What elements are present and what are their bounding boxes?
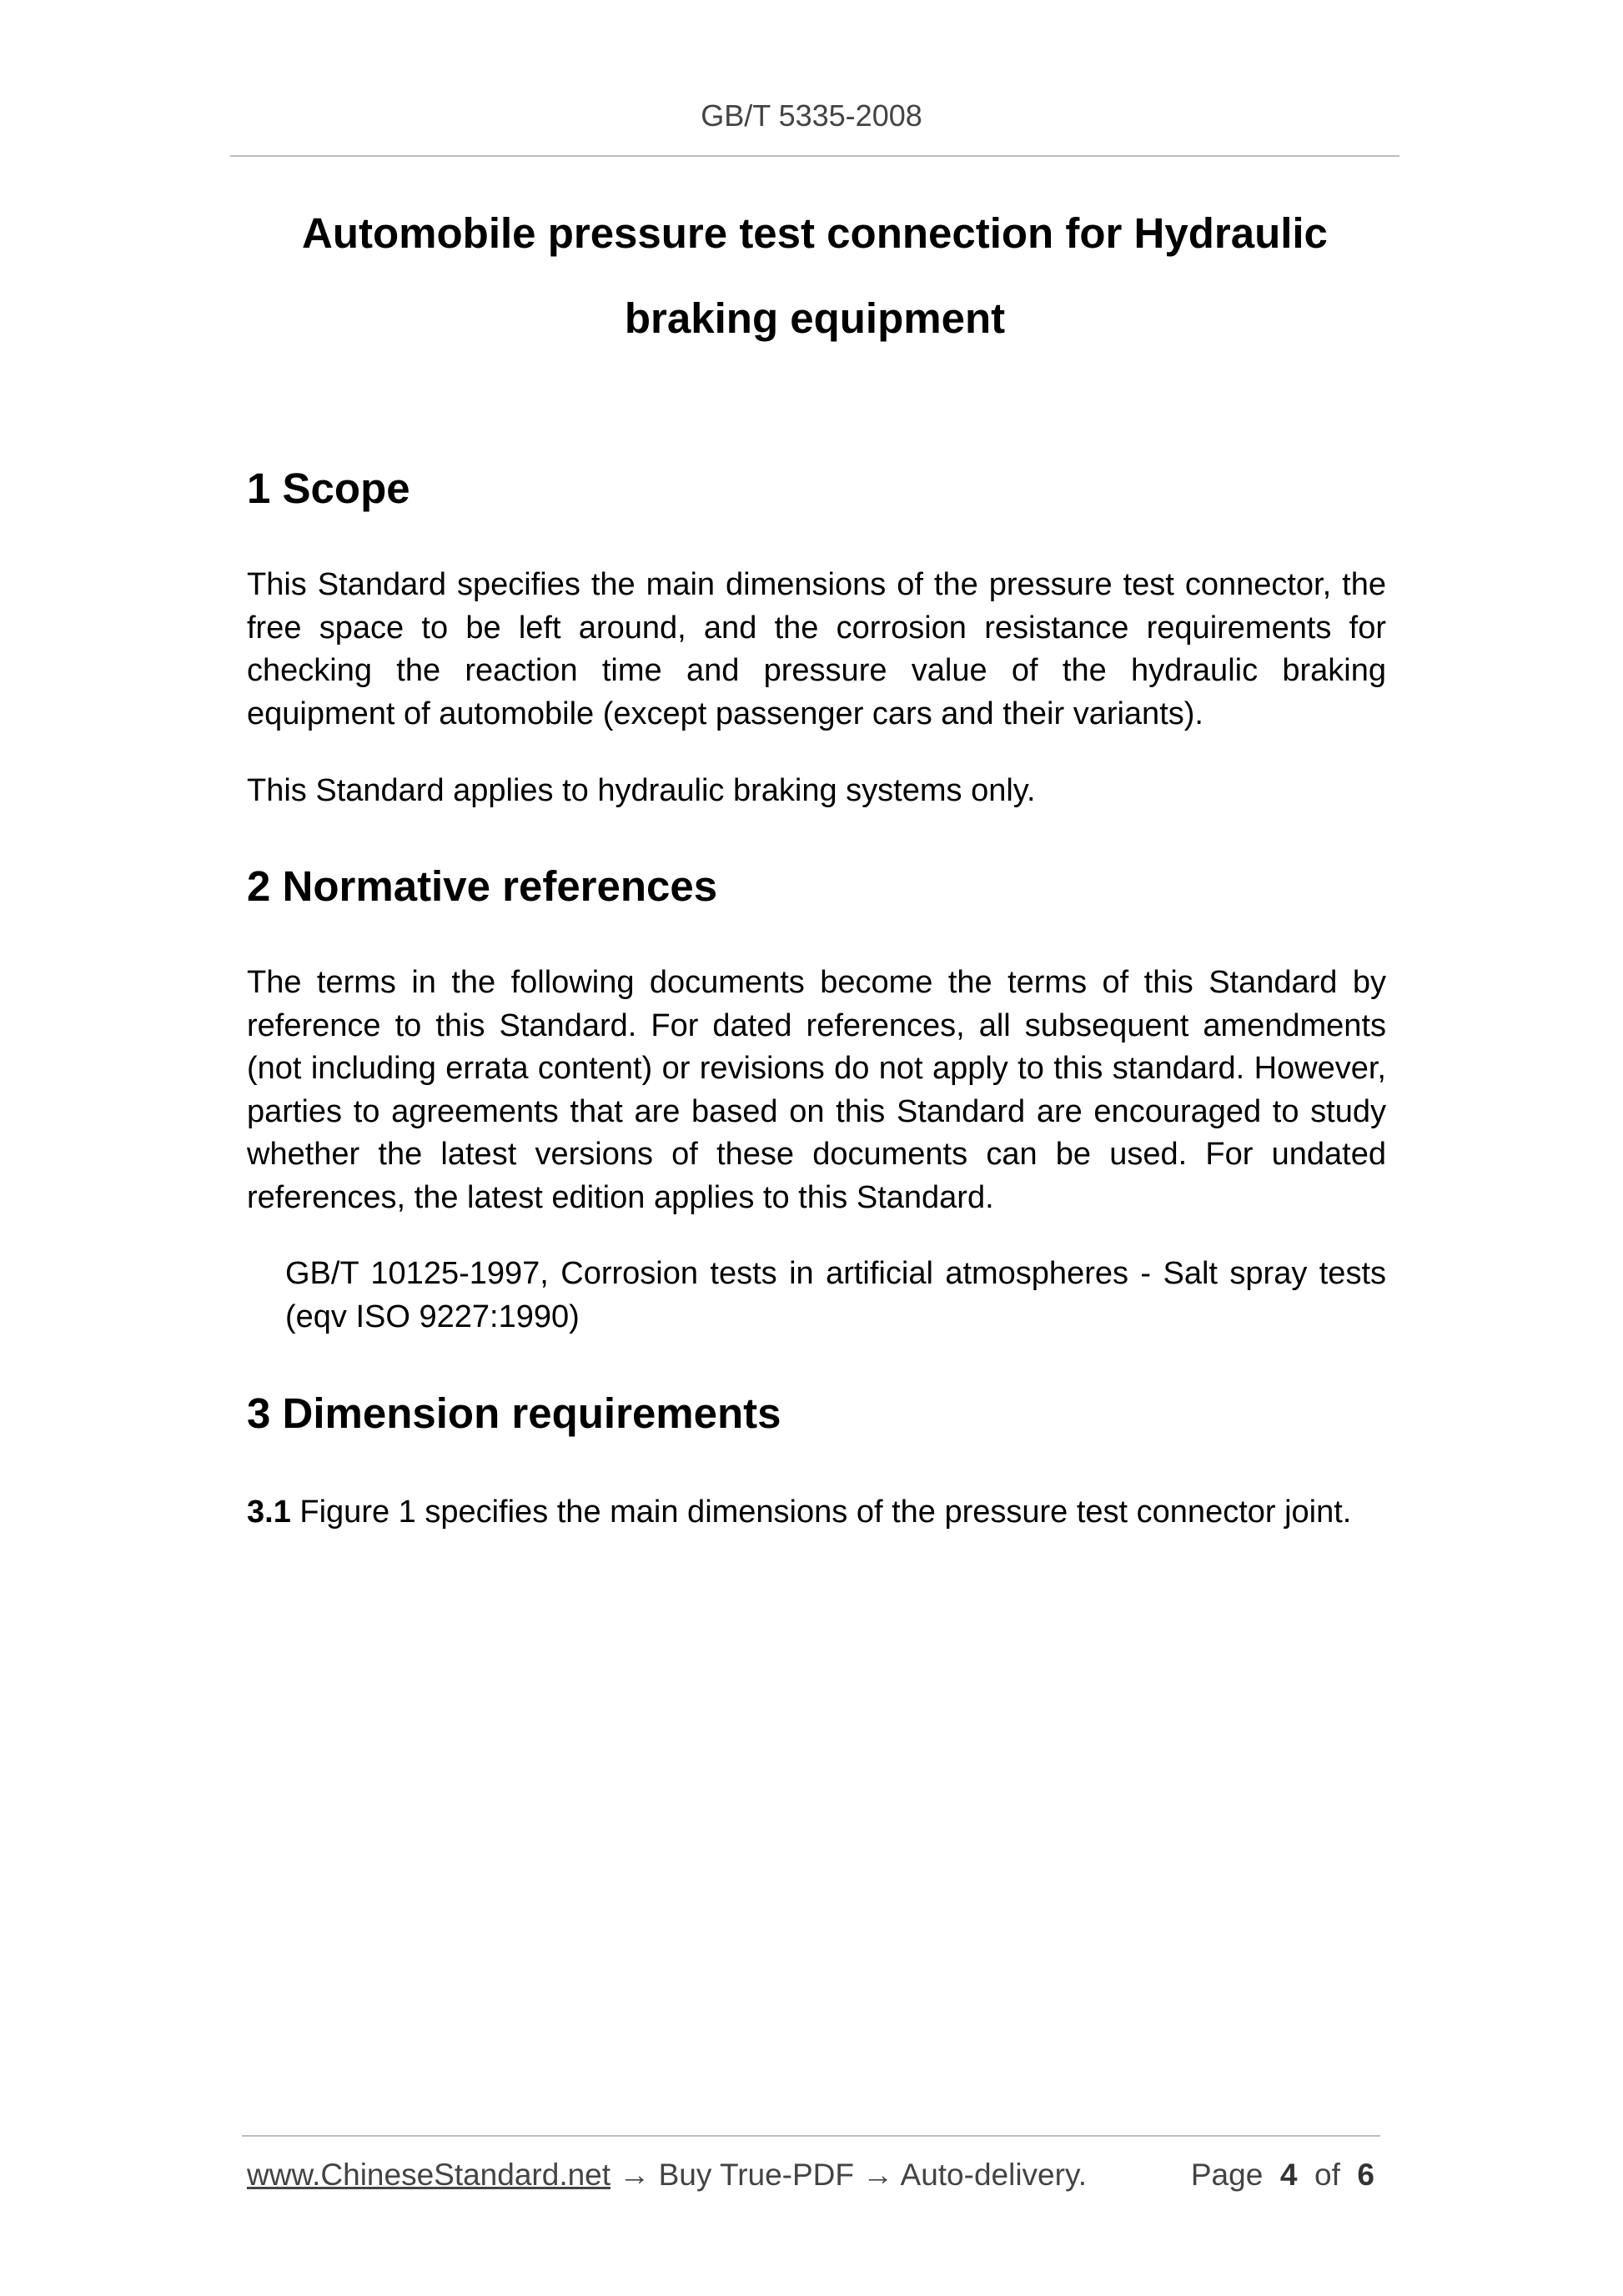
current-page-number: 4 [1279, 2158, 1298, 2192]
footer-promo-text: → Buy True-PDF → Auto-delivery. [611, 2158, 1087, 2192]
total-pages-number: 6 [1357, 2158, 1374, 2192]
scope-paragraph-2: This Standard applies to hydraulic braking systems only. [247, 773, 1036, 808]
reference-item-gbt-10125: GB/T 10125-1997, Corrosion tests in artificial atmospheres - Salt spray tests (eqv ISO 9227:1990) [285, 1256, 1386, 1334]
page-indicator [1191, 2158, 1374, 2193]
document-title-line-1: Automobile pressure test connection for Hydraulic [302, 209, 1328, 257]
document-code-header: GB/T 5335-2008 [701, 98, 922, 133]
clause-text: Figure 1 specifies the main dimensions of the pressure test connector joint. [299, 1495, 1352, 1530]
page-footer [247, 2158, 1386, 2193]
footer-divider [242, 2135, 1380, 2137]
website-link[interactable]: www.ChineseStandard.net [247, 2158, 611, 2192]
section-heading-dimension-requirements: 3 Dimension requirements [247, 1389, 781, 1437]
page-label: Page [1190, 2158, 1264, 2192]
of-label: of [1314, 2158, 1340, 2192]
clause-3-1 [247, 1491, 1386, 1535]
document-title-line-2: braking equipment [624, 294, 1006, 342]
clause-number: 3.1 [247, 1495, 291, 1530]
section-heading-scope: 1 Scope [247, 465, 410, 512]
section-heading-normative-references: 2 Normative references [247, 862, 718, 910]
normative-references-paragraph: The terms in the following documents become the terms of this Standard by reference to this Standard. For dated references, all subsequent amendments (not including errata content) or revisions do not apply to this standard. However, parties to agreements that are based on this Standard are encouraged to study whether the latest versions of these documents can be used. For undated references, the latest edition applies to this Standard. [247, 965, 1386, 1215]
header-divider [230, 155, 1399, 157]
scope-paragraph-1: This Standard specifies the main dimensions of the pressure test connector, the free space to be left around, and the corrosion resistance requirements for checking the reaction time and pressure value of the hydraulic braking equipment of automobile (except passenger cars and their variants). [247, 567, 1386, 731]
